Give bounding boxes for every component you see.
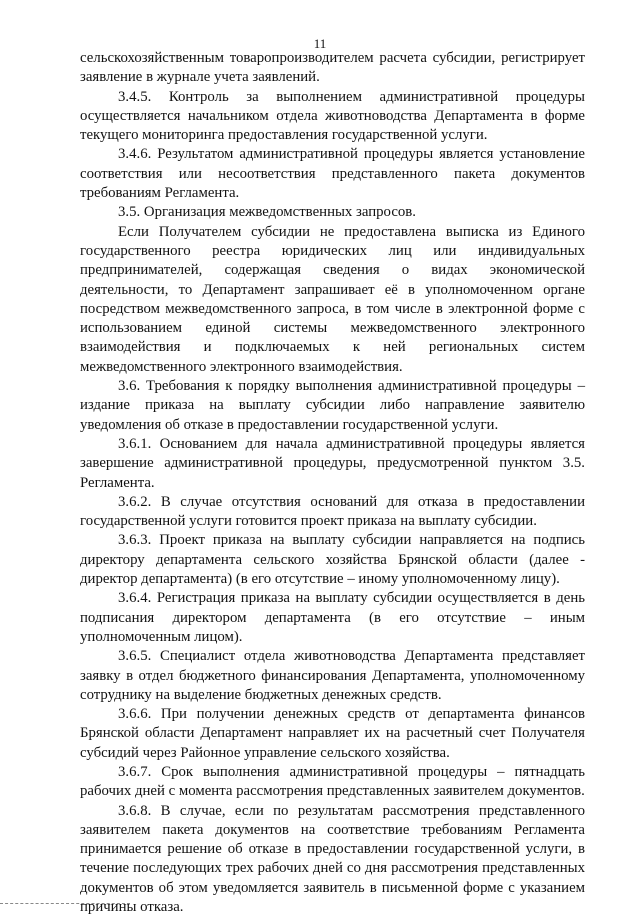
paragraph: 3.6.6. При получении денежных средств от департамента финансов Брянской области Департамент направляет их на расчетный счет Получателя субсидий через Районное управление сельского хозяйства.: [80, 706, 585, 761]
paragraph: Если Получателем субсидии не предоставлена выписка из Единого государственного реестра юридических лиц или индивидуальных предпринимателей, содержащая сведения о видах экономической деятельности, то Департамент запрашивает её в уполномоченном органе посредством межведомственного запроса, в том числе в электронной форме с использованием единой системы межведомственного электронного взаимодействия и подключаемых к ней региональных систем межведомственного электронного взаимодействия.: [80, 223, 585, 375]
footer-divider: [0, 903, 130, 904]
section-heading: 3.5. Организация межведомственных запросов.: [118, 204, 416, 221]
document-text: [80, 49, 585, 917]
paragraph: 3.6.2. В случае отсутствия оснований для отказа в предоставлении государственной услуги готовится проект приказа на выплату субсидии.: [80, 493, 585, 530]
page-number: 11: [313, 36, 327, 51]
paragraph: 3.6.3. Проект приказа на выплату субсидии направляется на подпись директору департамента сельского хозяйства Брянской области (далее - директор департамента) (в его отсутствие – иному уполномоченному лицу).: [80, 532, 585, 588]
paragraph: 3.6.7. Срок выполнения административной процедуры – пятнадцать рабочих дней с момента рассмотрения представленных заявителем документов.: [80, 763, 585, 800]
paragraph: 3.6.1. Основанием для начала административной процедуры является завершение административной процедуры, предусмотренной пунктом 3.5. Регламента.: [80, 435, 585, 491]
paragraph: 3.6.4. Регистрация приказа на выплату субсидии осуществляется в день подписания директором департамента (в его отсутствие – иным уполномоченным лицом).: [80, 590, 585, 645]
paragraph: 3.6. Требования к порядку выполнения административной процедуры – издание приказа на выплату субсидии либо направление заявителю уведомления об отказе в предоставлении государственной услуги.: [80, 378, 585, 433]
paragraph: 3.4.6. Результатом административной процедуры является установление соответствия или несоответствия представленного пакета документов требованиям Регламента.: [80, 146, 585, 202]
paragraph: 3.4.5. Контроль за выполнением административной процедуры осуществляется начальником отдела животноводства Департамента в форме текущего мониторинга предоставления государственной услуги.: [80, 88, 585, 144]
paragraph: 3.6.5. Специалист отдела животноводства Департамента представляет заявку в отдел бюджетного финансирования Департамента, уполномоченному сотруднику на выделение бюджетных денежных средств.: [80, 648, 585, 703]
paragraph: сельскохозяйственным товаропроизводителем расчета субсидии, регистрирует заявление в журнале учета заявлений.: [80, 50, 585, 86]
paragraph: 3.6.8. В случае, если по результатам рассмотрения представленного заявителем пакета документов на соответствие требованиям Регламента принимается решение об отказе в предоставлении государственной услуги, в течение последующих трех рабочих дней со дня рассмотрения представленных документов об этом уведомляется заявитель в письменной форме с указанием причины отказа.: [80, 802, 585, 916]
